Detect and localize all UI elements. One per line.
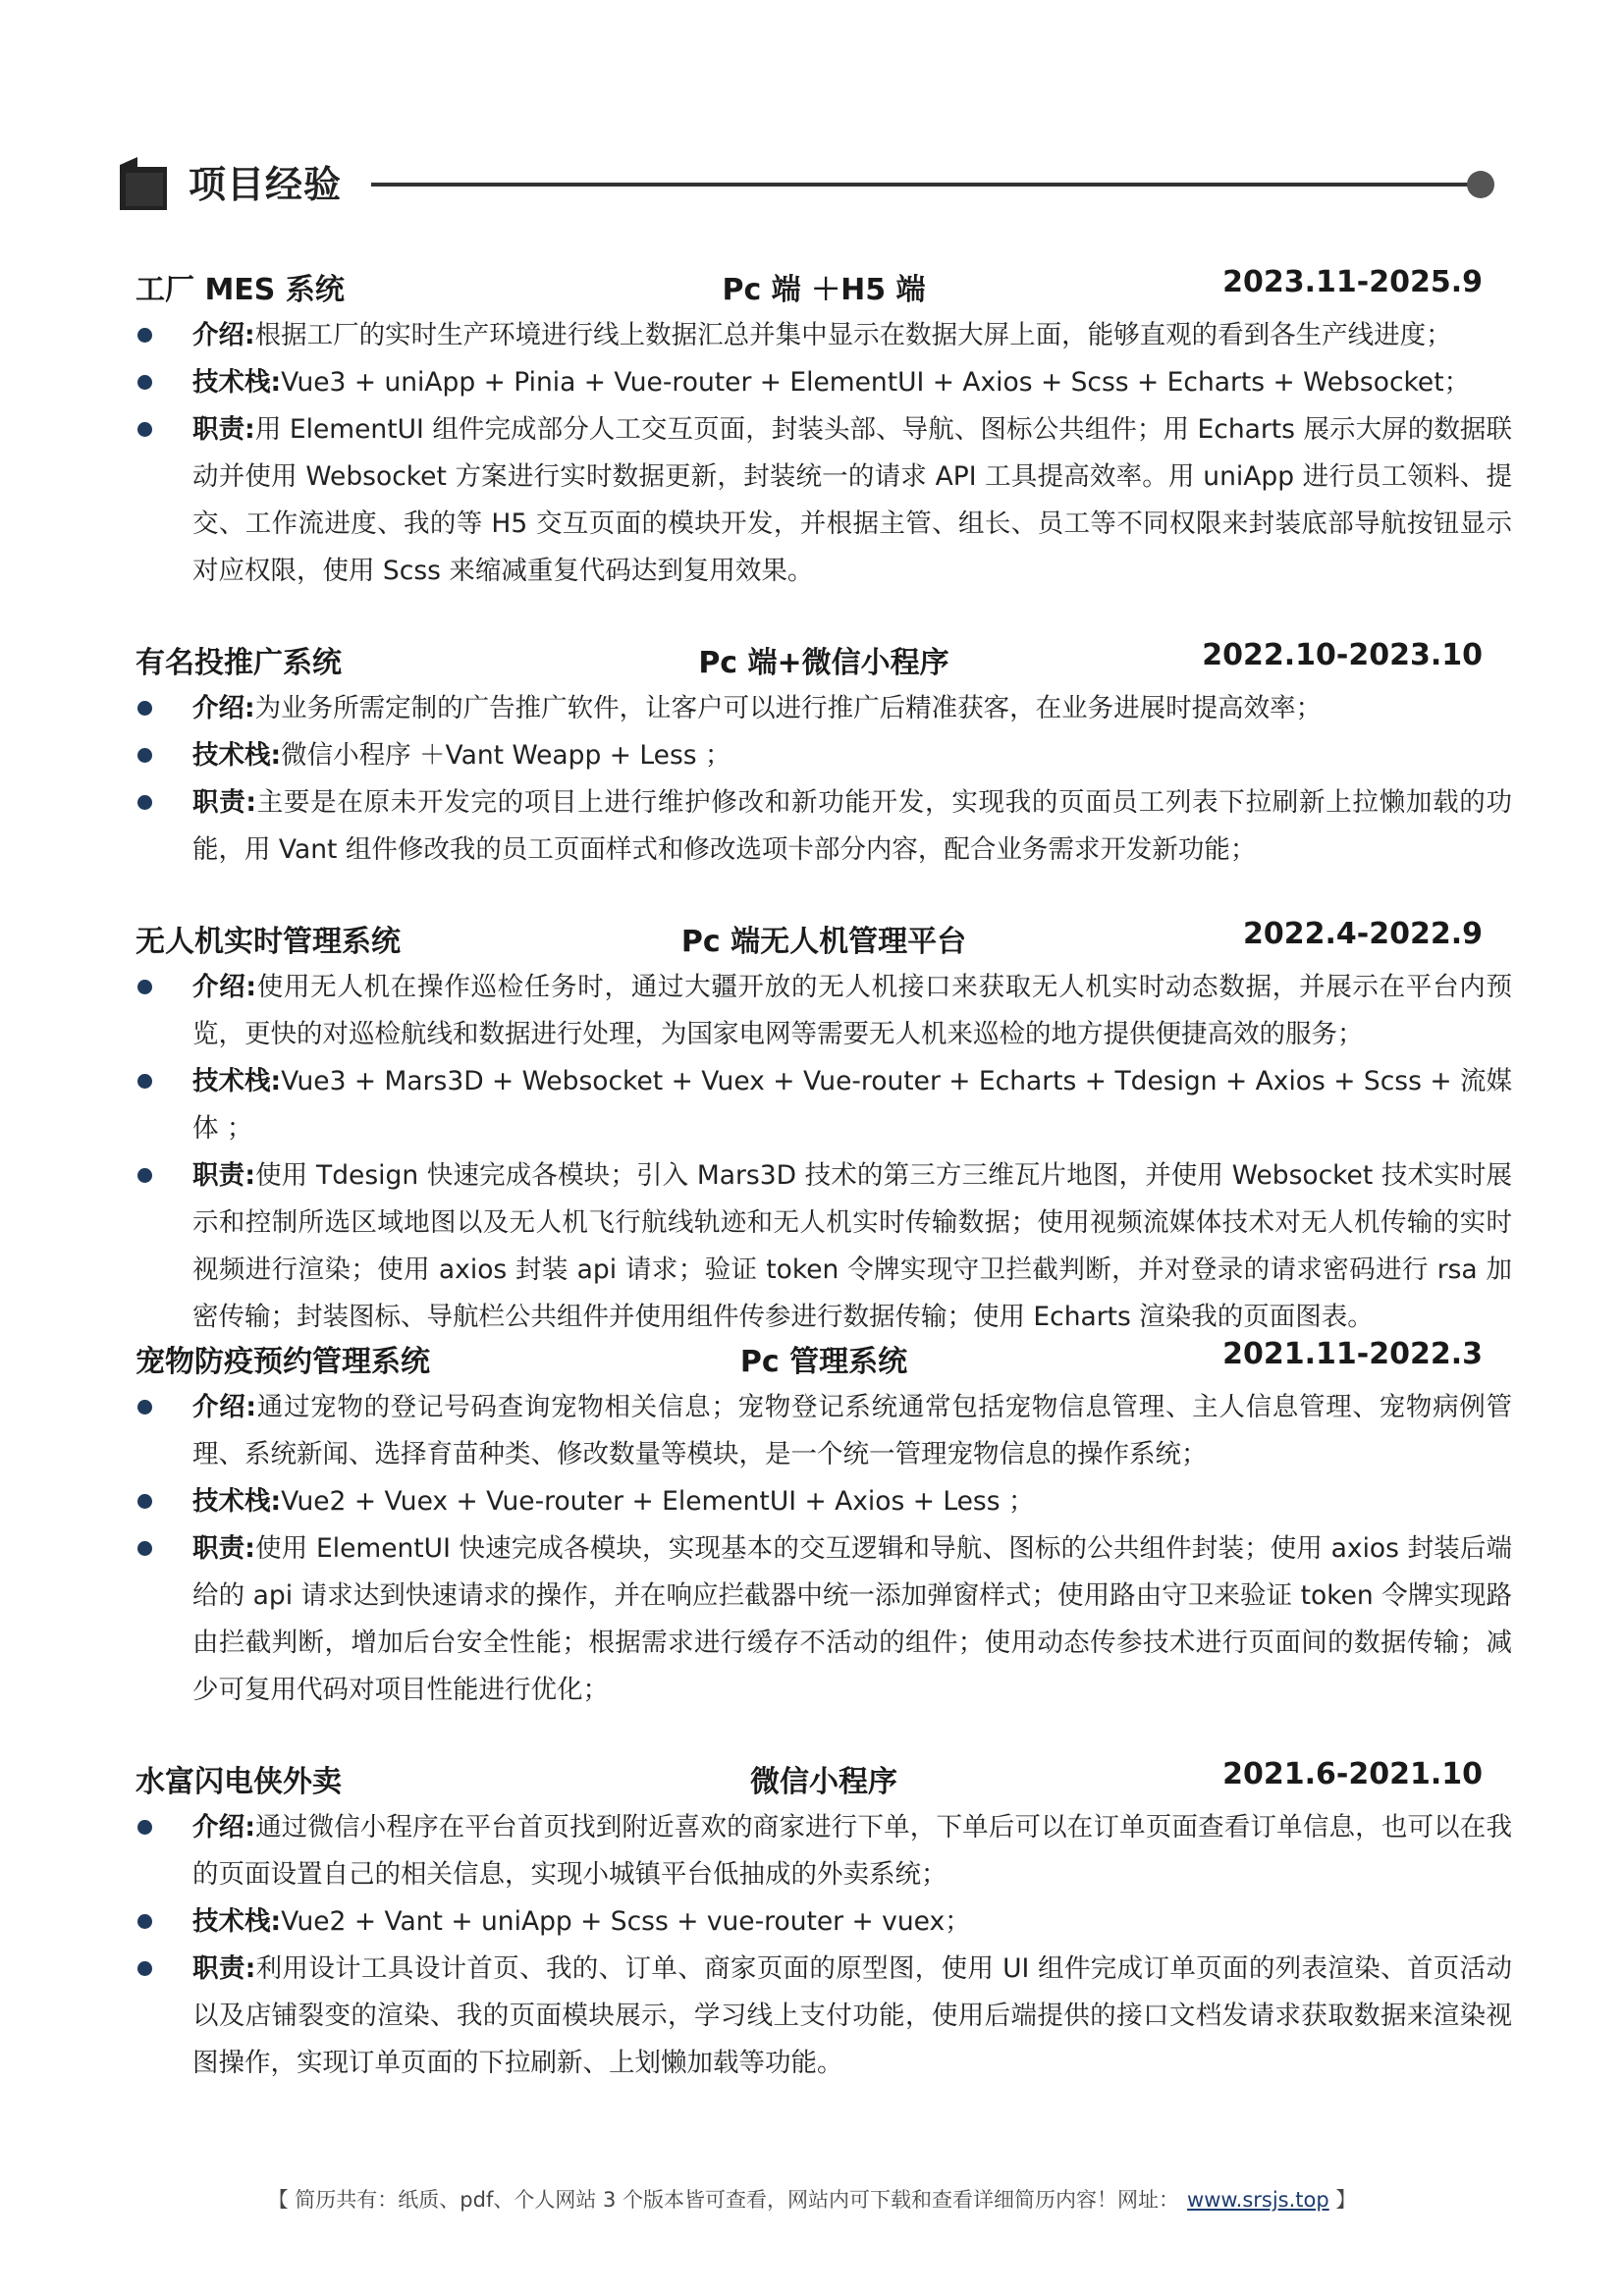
bullet-icon: [137, 328, 152, 343]
project-header: [135, 257, 1512, 312]
project-intro: 介绍:使用无人机在操作巡检任务时，通过大疆开放的无人机接口来获取无人机实时动态数据，并展示在平台内预览，更快的对巡检航线和数据进行处理，为国家电网等需要无人机来巡检的地方提供便捷高效的服务；: [135, 964, 1512, 1058]
project-stack: 技术栈:Vue3 + uniApp + Pinia + Vue-router + ElementUI + Axios + Scss + Echarts + Websocket；: [135, 359, 1512, 406]
website-link[interactable]: www.srsjs.top: [1187, 2188, 1329, 2212]
project-intro: 介绍:通过微信小程序在平台首页找到附近喜欢的商家进行下单，下单后可以在订单页面查看订单信息，也可以在我的页面设置自己的相关信息，实现小城镇平台低抽成的外卖系统；: [135, 1804, 1512, 1898]
bullet-icon: [137, 1914, 152, 1929]
footer-note: [0, 2185, 1624, 2215]
project-name: 工厂 MES 系统: [135, 273, 345, 307]
footer-end: 】: [1335, 2188, 1357, 2212]
project-stack: 技术栈:Vue2 + Vant + uniApp + Scss + vue-router + vuex；: [135, 1898, 1512, 1946]
project-period: 2022.10-2023.10: [1202, 638, 1483, 672]
project-intro: 介绍:通过宠物的登记号码查询宠物相关信息；宠物登记系统通常包括宠物信息管理、主人信息管理、宠物病例管理、系统新闻、选择育苗种类、修改数量等模块，是一个统一管理宠物信息的操作系统；: [135, 1384, 1512, 1478]
footer-text: 【 简历共有：纸质、pdf、个人网站 3 个版本皆可查看，网站内可下载和查看详细简历内容！网址：: [267, 2188, 1180, 2212]
bullet-icon: [137, 1820, 152, 1835]
project-name: 有名投推广系统: [135, 646, 342, 680]
project-duty: 职责:使用 ElementUI 快速完成各模块，实现基本的交互逻辑和导航、图标的公共组件封装；使用 axios 封装后端给的 api 请求达到快速请求的操作，并在响应拦截器中统一添加弹窗样式；使用路由守卫来验证 token 令牌实现路由拦截判断，增加后台安全性能；根据需求进行缓存不活动的组件；使用动态传参技术进行页面间的数据传输；减少可复用代码对项目性能进行优化；: [135, 1525, 1512, 1714]
project-intro: 介绍:为业务所需定制的广告推广软件，让客户可以进行推广后精准获客，在业务进展时提高效率；: [135, 685, 1512, 732]
project-platform: Pc 端无人机管理平台: [680, 925, 967, 959]
project-name: 宠物防疫预约管理系统: [135, 1345, 430, 1379]
project-platform: 微信小程序: [750, 1765, 897, 1799]
project-header: [135, 1749, 1512, 1804]
bullet-icon: [137, 375, 152, 390]
project-pet: [135, 1329, 1512, 1714]
project-duty: 职责:利用设计工具设计首页、我的、订单、商家页面的原型图，使用 UI 组件完成订单页面的列表渲染、首页活动以及店铺裂变的渲染、我的页面模块展示，学习线上支付功能，使用后端提供的接口文档发请求获取数据来渲染视图操作，实现订单页面的下拉刷新、上划懒加载等功能。: [135, 1946, 1512, 2087]
project-mes: [135, 257, 1512, 595]
project-name: 水富闪电侠外卖: [135, 1765, 342, 1799]
project-period: 2021.11-2022.3: [1222, 1337, 1483, 1371]
project-header: [135, 1329, 1512, 1384]
bullet-icon: [137, 701, 152, 716]
project-header: [135, 909, 1512, 964]
project-name: 无人机实时管理系统: [135, 925, 401, 959]
project-duty: 职责:主要是在原未开发完的项目上进行维护修改和新功能开发，实现我的页面员工列表下拉刷新上拉懒加载的功能，用 Vant 组件修改我的员工页面样式和修改选项卡部分内容，配合业务需求开发新功能；: [135, 779, 1512, 874]
bullet-icon: [137, 1541, 152, 1556]
bullet-icon: [137, 980, 152, 994]
bullet-icon: [137, 422, 152, 437]
section-header: [116, 147, 1510, 226]
project-period: 2023.11-2025.9: [1222, 265, 1483, 299]
project-delivery: [135, 1749, 1512, 2087]
project-period: 2021.6-2021.10: [1222, 1757, 1483, 1791]
project-stack: 技术栈:微信小程序 ＋Vant Weapp + Less ；: [135, 732, 1512, 779]
bullet-icon: [137, 1074, 152, 1089]
project-platform: Pc 管理系统: [739, 1345, 908, 1379]
bullet-icon: [137, 1400, 152, 1415]
project-stack: 技术栈:Vue2 + Vuex + Vue-router + ElementUI + Axios + Less ；: [135, 1478, 1512, 1525]
project-drone: [135, 909, 1512, 1341]
bullet-icon: [137, 795, 152, 810]
project-platform: Pc 端 ＋H5 端: [722, 273, 926, 307]
project-stack: 技术栈:Vue3 + Mars3D + Websocket + Vuex + Vue-router + Echarts + Tdesign + Axios + Scss + 流媒体 ；: [135, 1058, 1512, 1152]
folder-icon: [116, 153, 171, 214]
bullet-icon: [137, 748, 152, 763]
section-title: 项目经验: [189, 163, 343, 206]
section-divider: [371, 183, 1481, 187]
project-platform: Pc 端+微信小程序: [698, 646, 949, 680]
project-duty: 职责:使用 Tdesign 快速完成各模块；引入 Mars3D 技术的第三方三维瓦片地图，并使用 Websocket 技术实时展示和控制所选区域地图以及无人机飞行航线轨迹和无人机实时传输数据；使用视频流媒体技术对无人机传输的实时视频进行渲染；使用 axios 封装 api 请求；验证 token 令牌实现守卫拦截判断，并对登录的请求密码进行 rsa 加密传输；封装图标、导航栏公共组件并使用组件传参进行数据传输；使用 Echarts 渲染我的页面图表。: [135, 1152, 1512, 1341]
project-header: [135, 630, 1512, 685]
bullet-icon: [137, 1961, 152, 1976]
project-youmingtou: [135, 630, 1512, 874]
bullet-icon: [137, 1494, 152, 1509]
section-divider-dot: [1467, 171, 1494, 198]
bullet-icon: [137, 1168, 152, 1183]
project-duty: 职责:用 ElementUI 组件完成部分人工交互页面，封装头部、导航、图标公共组件；用 Echarts 展示大屏的数据联动并使用 Websocket 方案进行实时数据更新，封装统一的请求 API 工具提高效率。用 uniApp 进行员工领料、提交、工作流进度、我的等 H5 交互页面的模块开发，并根据主管、组长、员工等不同权限来封装底部导航按钮显示对应权限，使用 Scss 来缩减重复代码达到复用效果。: [135, 406, 1512, 595]
project-intro: 介绍:根据工厂的实时生产环境进行线上数据汇总并集中显示在数据大屏上面，能够直观的看到各生产线进度；: [135, 312, 1512, 359]
project-period: 2022.4-2022.9: [1243, 917, 1483, 951]
